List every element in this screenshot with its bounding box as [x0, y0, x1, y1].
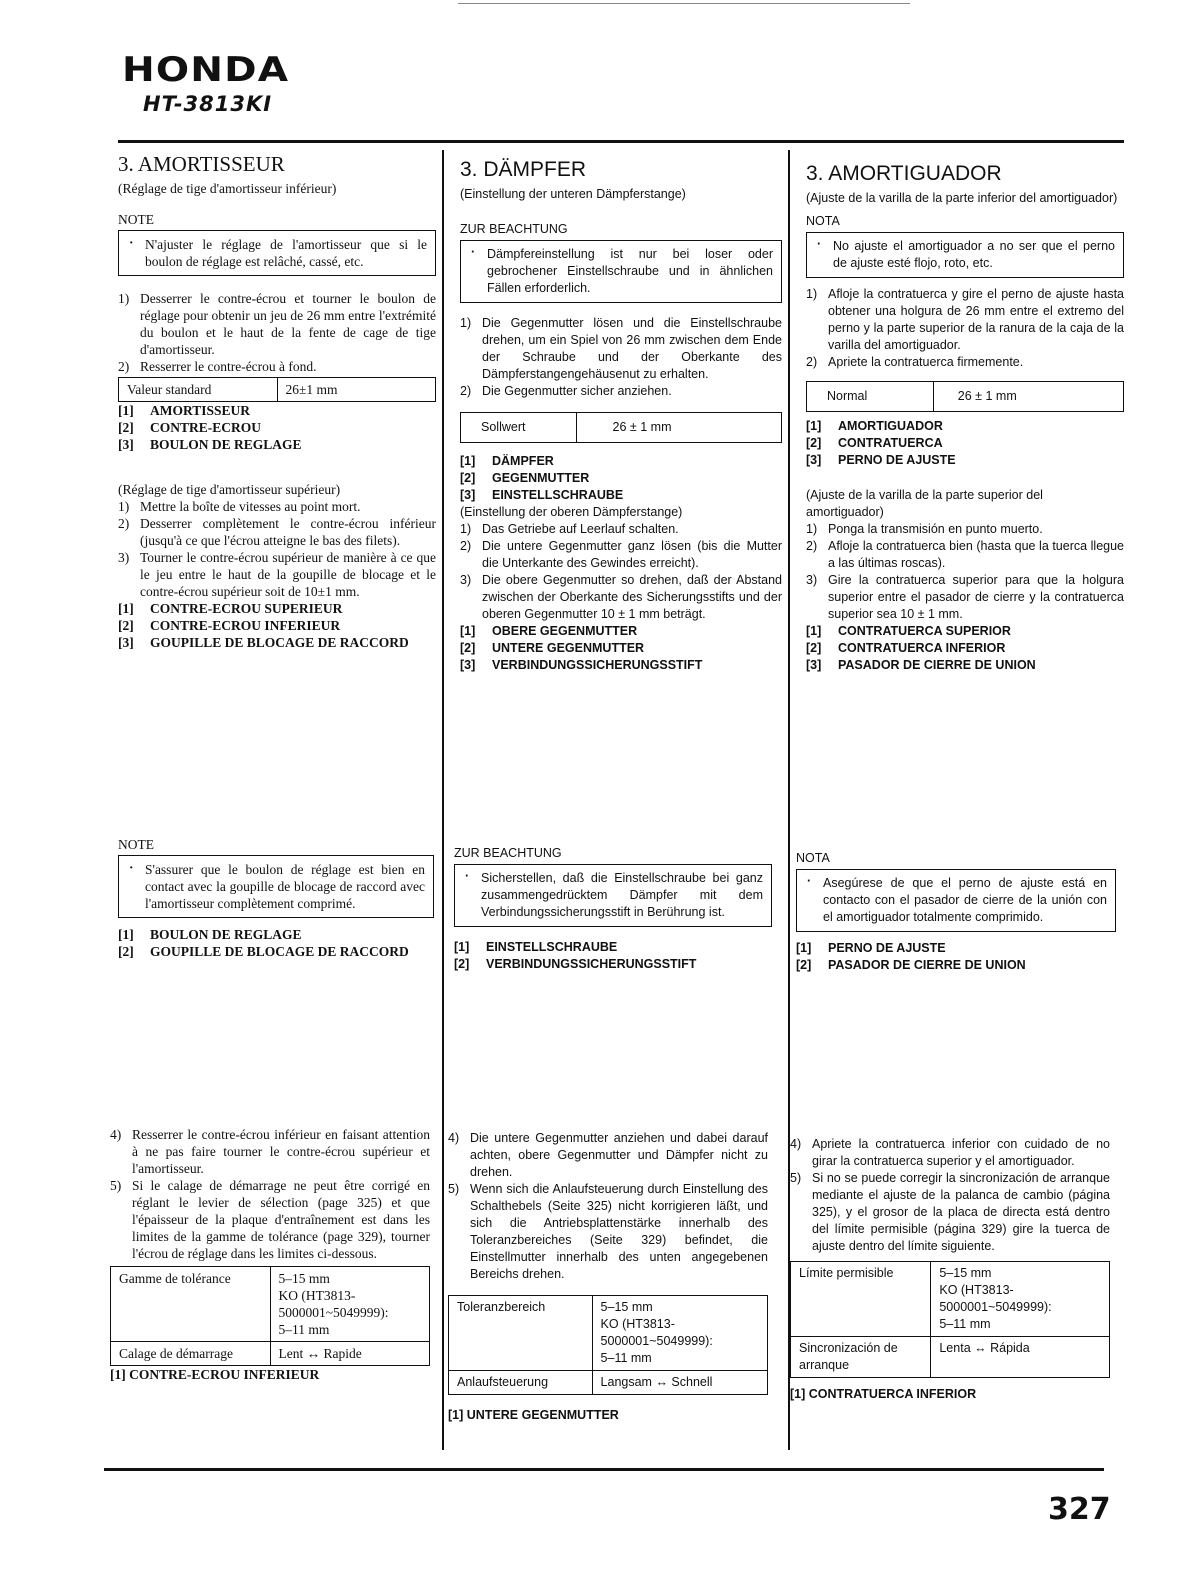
- legend-item: [118, 634, 436, 651]
- legend-number: [1]: [796, 941, 812, 955]
- legend-item: [118, 600, 436, 617]
- step-text: Die untere Gegenmutter anziehen und dabei darauf achten, obere Gegenmutter und Dämpfer nicht zu drehen.: [470, 1131, 768, 1179]
- step-text: Desserrer complètement le contre-écrou inférieur (jusqu'à ce que l'écrou atteigne le bas des filets).: [140, 516, 436, 548]
- std-label: Valeur standard: [119, 378, 278, 402]
- step-number: 2): [460, 539, 472, 553]
- subheading: (Ajuste de la varilla de la parte superior del amortiguador): [806, 488, 1043, 519]
- legend-number: [3]: [118, 437, 134, 452]
- legend-item: [118, 617, 436, 634]
- tol-label: Límite permisible: [791, 1262, 931, 1337]
- step-number: 3): [118, 550, 130, 565]
- step-number: 5): [790, 1171, 802, 1185]
- legend-text: CONTRE-ECROU INFERIEUR: [150, 618, 341, 633]
- steps-list: [118, 290, 436, 375]
- tol-value: 5–15 mm KO (HT3813-5000001~5049999): 5–11 mm: [931, 1262, 1110, 1337]
- legend-number: [3]: [460, 488, 476, 502]
- step-item: [110, 1126, 430, 1177]
- step-item: [460, 538, 782, 572]
- legend-item: [1] CONTRE-ECROU INFERIEUR: [110, 1367, 320, 1382]
- std-value: 26 ± 1 mm: [933, 382, 1123, 412]
- note-box: · S'assurer que le boulon de réglage est bien en contact avec la goupille de blocage de raccord avec l'amortisseur complètement comprimé.: [118, 855, 434, 918]
- standard-value-table: [118, 377, 436, 402]
- step-number: 2): [118, 359, 130, 374]
- tolerance-table: [110, 1266, 430, 1366]
- column-de-bottom: [448, 1130, 768, 1424]
- header-rule: [118, 140, 1124, 143]
- step-item: [118, 498, 436, 515]
- std-value: 26 ± 1 mm: [576, 413, 781, 443]
- legend-item: [118, 436, 436, 453]
- legend-number: [1]: [460, 624, 476, 638]
- legend-text: PASADOR DE CIERRE DE UNION: [828, 958, 1026, 972]
- step-text: Resserrer le contre-écrou à fond.: [140, 359, 317, 374]
- step-text: Die obere Gegenmutter so drehen, daß der Abstand zwischen der Oberkante des Sicherungsstifts und der oberen Gegenmutter 10 ± 1 mm beträgt.: [482, 573, 782, 621]
- tol-value: 5–15 mm KO (HT3813-5000001~5049999): 5–11 mm: [270, 1267, 430, 1342]
- step-item: [806, 538, 1124, 572]
- step-item: [806, 286, 1124, 354]
- legend-item: [1] CONTRATUERCA INFERIOR: [790, 1387, 977, 1401]
- step-item: [460, 315, 782, 383]
- step-number: 1): [806, 522, 818, 536]
- legend-item: [460, 657, 782, 674]
- step-text: Das Getriebe auf Leerlauf schalten.: [482, 522, 679, 536]
- legend-list: [454, 939, 772, 973]
- step-text: Die Gegenmutter sicher anziehen.: [482, 384, 672, 398]
- steps-list: [806, 286, 1124, 371]
- legend-number: [3]: [806, 658, 822, 672]
- step-number: 2): [806, 355, 818, 369]
- top-line: [458, 3, 910, 4]
- step-text: Die untere Gegenmutter ganz lösen (bis die Mutter die Unterkante des Gewindes erreicht).: [482, 539, 782, 570]
- note-label: ZUR BEACHTUNG: [460, 222, 568, 236]
- legend-text: EINSTELLSCHRAUBE: [492, 488, 624, 502]
- legend-text: CONTRATUERCA SUPERIOR: [838, 624, 1011, 638]
- step-number: 1): [460, 522, 472, 536]
- step-text: Afloje la contratuerca bien (hasta que la tuerca llegue a las últimas roscas).: [828, 539, 1124, 570]
- note-label: ZUR BEACHTUNG: [454, 846, 562, 860]
- step-text: Die Gegenmutter lösen und die Einstellschraube drehen, um ein Spiel von 26 mm zwischen dem Ende der Schraube und der Oberkante des Dämpferstangengehäusenut zu erhalten.: [482, 316, 782, 381]
- legend-item: [454, 956, 772, 973]
- step-number: 5): [448, 1182, 460, 1196]
- note-label: NOTE: [118, 837, 154, 852]
- legend-text: CONTRATUERCA: [838, 436, 943, 450]
- note-label: NOTA: [796, 851, 830, 865]
- model-name: HT-3813KI: [143, 92, 273, 116]
- step-text: Si no se puede corregir la sincronización de arranque mediante el ajuste de la palanca de cambio (página 325), y el grosor de la placa de directa está dentro del límite permisible (página 329) gire la tuerca de ajuste dentro del límite siguiente.: [812, 1171, 1110, 1253]
- step-text: Wenn sich die Anlaufsteuerung durch Einstellung des Schalthebels (Seite 325) nicht korrigieren läßt, und sich die Antriebsplattenstärke innerhalb des Toleranzbereiches (Seite 329) befindet, die Einstellmutter innerhalb des unten angegebenen Bereichs drehen.: [470, 1182, 768, 1281]
- steps-list: [110, 1126, 430, 1262]
- standard-value-table: [460, 412, 782, 443]
- step-item: [110, 1177, 430, 1262]
- step-number: 4): [448, 1131, 460, 1145]
- step-text: Resserrer le contre-écrou inférieur en faisant attention à ne pas faire tourner le contre-écrou supérieur et l'amortisseur.: [132, 1127, 430, 1176]
- tol-label: Toleranzbereich: [449, 1296, 593, 1371]
- step-number: 1): [806, 287, 818, 301]
- legend-text: PERNO DE AJUSTE: [828, 941, 946, 955]
- subheading: (Ajuste de la varilla de la parte inferior del amortiguador): [806, 191, 1118, 205]
- std-label: Sollwert: [461, 413, 577, 443]
- step-text: Desserrer le contre-écrou et tourner le boulon de réglage pour obtenir un jeu de 26 mm entre l'extrémité du boulon et le haut de la fente de cage de tige d'amortisseur.: [140, 291, 436, 357]
- standard-value-table: [806, 381, 1124, 412]
- note-box: · Sicherstellen, daß die Einstellschraube bei ganz zusammengedrücktem Dämpfer mit dem Verbindungssicherungsstift in Berührung ist.: [454, 864, 772, 927]
- legend-item: [806, 640, 1124, 657]
- step-text: Mettre la boîte de vitesses au point mort.: [140, 499, 361, 514]
- step-item: [448, 1181, 768, 1283]
- column-de-note: [454, 845, 772, 973]
- step-item: [806, 354, 1124, 371]
- legend-item: [118, 419, 436, 436]
- legend-number: [1]: [460, 454, 476, 468]
- legend-item: [460, 640, 782, 657]
- section-title: 3. AMORTIGUADOR: [806, 162, 1002, 185]
- step-text: Gire la contratuerca superior para que la holgura superior entre el pasador de cierre y la contratuerca superior sea 10 ± 1 mm.: [828, 573, 1124, 621]
- legend-text: PERNO DE AJUSTE: [838, 453, 956, 467]
- legend-text: DÄMPFER: [492, 454, 554, 468]
- section-title: 3. AMORTISSEUR: [118, 152, 285, 176]
- subheading: (Réglage de tige d'amortisseur supérieur): [118, 482, 341, 497]
- legend-item: [806, 623, 1124, 640]
- legend-item: [454, 939, 772, 956]
- std-value: 26±1 mm: [277, 378, 436, 402]
- legend-item: [806, 418, 1124, 435]
- step-number: 1): [118, 291, 130, 306]
- note-box: · Asegúrese de que el perno de ajuste está en contacto con el pasador de cierre de la unión con el amortiguador totalmente comprimido.: [796, 869, 1116, 932]
- steps-list: [790, 1136, 1110, 1255]
- cal-value: Lenta ↔ Rápida: [931, 1337, 1110, 1378]
- footer-rule: [104, 1468, 1104, 1471]
- steps-list: [448, 1130, 768, 1283]
- column-fr: [118, 152, 436, 651]
- legend-item: [118, 943, 434, 960]
- legend-text: PASADOR DE CIERRE DE UNION: [838, 658, 1036, 672]
- step-number: 4): [110, 1127, 122, 1142]
- legend-item: [118, 402, 436, 419]
- legend-item: [796, 940, 1116, 957]
- legend-list: [806, 623, 1124, 674]
- legend-text: GOUPILLE DE BLOCAGE DE RACCORD: [150, 944, 409, 959]
- legend-number: [2]: [796, 958, 812, 972]
- step-number: 2): [806, 539, 818, 553]
- legend-number: [2]: [460, 471, 476, 485]
- note-box: · No ajuste el amortiguador a no ser que el perno de ajuste esté flojo, roto, etc.: [806, 232, 1124, 278]
- subheading: (Einstellung der oberen Dämpferstange): [460, 505, 683, 519]
- legend-list: [796, 940, 1116, 974]
- step-text: Afloje la contratuerca y gire el perno de ajuste hasta obtener una holgura de 26 mm entre el extremo del perno y la parte superior de la ranura de la caja de la varilla del amortiguador.: [828, 287, 1124, 352]
- legend-item: [460, 470, 782, 487]
- legend-number: [2]: [118, 618, 134, 633]
- legend-item: [806, 435, 1124, 452]
- column-fr-bottom: [110, 1126, 430, 1383]
- cal-value: Lent ↔ Rapide: [270, 1342, 430, 1366]
- legend-text: GEGENMUTTER: [492, 471, 590, 485]
- legend-item: [806, 657, 1124, 674]
- subheading: (Einstellung der unteren Dämpferstange): [460, 187, 686, 201]
- step-text: Tourner le contre-écrou supérieur de manière à ce que le jeu entre le haut de la goupille de blocage et le contre-écrou supérieur soit de 10±1 mm.: [140, 550, 436, 599]
- column-fr-note: [118, 836, 434, 960]
- legend-item: [118, 926, 434, 943]
- step-item: [460, 521, 782, 538]
- steps-list: [118, 498, 436, 600]
- legend-item: [1] UNTERE GEGENMUTTER: [448, 1408, 619, 1422]
- legend-number: [2]: [454, 957, 470, 971]
- step-number: 5): [110, 1178, 122, 1193]
- page-number: 327: [1048, 1492, 1111, 1527]
- step-item: [806, 521, 1124, 538]
- step-number: 4): [790, 1137, 802, 1151]
- legend-list: [460, 453, 782, 504]
- note-label: NOTA: [806, 214, 840, 228]
- step-number: 1): [460, 316, 472, 330]
- legend-number: [1]: [806, 419, 822, 433]
- legend-item: [806, 452, 1124, 469]
- legend-text: CONTRATUERCA INFERIOR: [838, 641, 1006, 655]
- legend-text: OBERE GEGENMUTTER: [492, 624, 638, 638]
- legend-list: [806, 418, 1124, 469]
- step-item: [118, 515, 436, 549]
- column-es: [806, 162, 1124, 674]
- legend-item: [460, 453, 782, 470]
- legend-list: [118, 402, 436, 453]
- legend-number: [1]: [806, 624, 822, 638]
- step-item: [118, 358, 436, 375]
- step-number: 2): [118, 516, 130, 531]
- steps-list: [460, 315, 782, 400]
- legend-text: AMORTISSEUR: [150, 403, 251, 418]
- column-es-note: [796, 850, 1116, 974]
- step-number: 3): [460, 573, 472, 587]
- note-box: · Dämpfereinstellung ist nur bei loser oder gebrochener Einstellschraube und in ähnlichen Fällen erforderlich.: [460, 240, 782, 303]
- legend-item: [460, 487, 782, 504]
- legend-text: BOULON DE REGLAGE: [150, 927, 302, 942]
- legend-list: [118, 926, 434, 960]
- steps-list: [806, 521, 1124, 623]
- step-number: 3): [806, 573, 818, 587]
- legend-number: [3]: [460, 658, 476, 672]
- legend-text: VERBINDUNGSSICHERUNGSSTIFT: [492, 658, 703, 672]
- step-number: 1): [118, 499, 130, 514]
- legend-number: [2]: [118, 944, 134, 959]
- step-item: [806, 572, 1124, 623]
- step-item: [448, 1130, 768, 1181]
- step-text: Apriete la contratuerca inferior con cuidado de no girar la contratuerca superior y el amortiguador.: [812, 1137, 1110, 1168]
- legend-number: [2]: [460, 641, 476, 655]
- legend-number: [2]: [118, 420, 134, 435]
- section-title: 3. DÄMPFER: [460, 158, 587, 181]
- step-item: [118, 290, 436, 358]
- legend-text: VERBINDUNGSSICHERUNGSSTIFT: [486, 957, 697, 971]
- legend-number: [3]: [118, 635, 134, 650]
- std-label: Normal: [807, 382, 934, 412]
- brand-logo: HONDA: [122, 50, 290, 90]
- legend-text: CONTRE-ECROU: [150, 420, 262, 435]
- note-box: · N'ajuster le réglage de l'amortisseur que si le boulon de réglage est relâché, cassé, etc.: [118, 230, 436, 276]
- legend-item: [460, 623, 782, 640]
- legend-text: UNTERE GEGENMUTTER: [492, 641, 645, 655]
- step-item: [460, 383, 782, 400]
- cal-value: Langsam ↔ Schnell: [592, 1371, 767, 1395]
- legend-text: GOUPILLE DE BLOCAGE DE RACCORD: [150, 635, 409, 650]
- legend-number: [1]: [118, 403, 134, 418]
- legend-number: [1]: [118, 601, 134, 616]
- cal-label: Sincronización de arranque: [791, 1337, 931, 1378]
- legend-text: AMORTIGUADOR: [838, 419, 943, 433]
- column-es-bottom: [790, 1136, 1110, 1403]
- step-item: [790, 1170, 1110, 1255]
- step-item: [460, 572, 782, 623]
- column-divider-left: [442, 150, 444, 1450]
- legend-text: CONTRE-ECROU SUPERIEUR: [150, 601, 343, 616]
- legend-number: [1]: [454, 940, 470, 954]
- cal-label: Anlaufsteuerung: [449, 1371, 593, 1395]
- step-text: Apriete la contratuerca firmemente.: [828, 355, 1024, 369]
- note-label: NOTE: [118, 212, 154, 227]
- legend-number: [2]: [806, 641, 822, 655]
- tol-value: 5–15 mm KO (HT3813-5000001~5049999): 5–11 mm: [592, 1296, 767, 1371]
- subheading: (Réglage de tige d'amortisseur inférieur): [118, 181, 337, 196]
- legend-text: EINSTELLSCHRAUBE: [486, 940, 618, 954]
- legend-list: [118, 600, 436, 651]
- tolerance-table: [790, 1261, 1110, 1378]
- step-text: Si le calage de démarrage ne peut être corrigé en réglant le levier de sélection (page 325) et que l'épaisseur de la plaque d'entraînement est dans les limites de la gamme de tolérance (page 329), tourner l'écrou de réglage dans les limites ci-dessous.: [132, 1178, 430, 1261]
- tolerance-table: [448, 1295, 768, 1395]
- step-number: 2): [460, 384, 472, 398]
- step-item: [118, 549, 436, 600]
- column-de: [460, 158, 782, 674]
- legend-item: [796, 957, 1116, 974]
- steps-list: [460, 521, 782, 623]
- legend-list: [460, 623, 782, 674]
- step-item: [790, 1136, 1110, 1170]
- legend-text: BOULON DE REGLAGE: [150, 437, 302, 452]
- cal-label: Calage de démarrage: [111, 1342, 271, 1366]
- legend-number: [3]: [806, 453, 822, 467]
- tol-label: Gamme de tolérance: [111, 1267, 271, 1342]
- legend-number: [2]: [806, 436, 822, 450]
- legend-number: [1]: [118, 927, 134, 942]
- step-text: Ponga la transmisión en punto muerto.: [828, 522, 1043, 536]
